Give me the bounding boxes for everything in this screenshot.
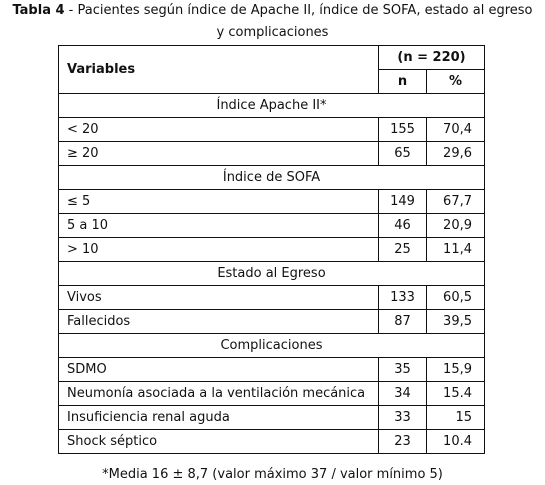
row-n: 35 [379,358,427,382]
row-n: 25 [379,238,427,262]
caption-label: Tabla 4 [12,3,65,18]
row-pct: 20,9 [427,214,485,238]
header-n: n [379,70,427,94]
table-footnote: *Media 16 ± 8,7 (valor máximo 37 / valor mínimo 5) [102,467,443,482]
section-title: Índice de SOFA [59,166,485,190]
row-label: > 10 [59,238,379,262]
row-n: 65 [379,142,427,166]
row-n: 87 [379,310,427,334]
row-label: Fallecidos [59,310,379,334]
row-n: 155 [379,118,427,142]
table-row [59,142,485,166]
row-label: Vivos [59,286,379,310]
row-label: 5 a 10 [59,214,379,238]
table-row [59,118,485,142]
row-pct: 10.4 [427,430,485,454]
table-row [59,286,485,310]
header-variables: Variables [59,46,379,94]
row-pct: 67,7 [427,190,485,214]
header-pct: % [427,70,485,94]
row-n: 23 [379,430,427,454]
row-n: 133 [379,286,427,310]
row-label: Shock séptico [59,430,379,454]
row-label: ≥ 20 [59,142,379,166]
header-total: (n = 220) [379,46,485,70]
row-n: 33 [379,406,427,430]
row-label: < 20 [59,118,379,142]
caption-line-2: y complicaciones [216,25,329,40]
table-row [59,310,485,334]
row-pct: 15 [427,406,485,430]
row-label: SDMO [59,358,379,382]
row-pct: 29,6 [427,142,485,166]
table-caption [0,0,545,44]
patients-table [58,45,485,454]
section-title: Estado al Egreso [59,262,485,286]
row-label: ≤ 5 [59,190,379,214]
section-title: Complicaciones [59,334,485,358]
row-n: 149 [379,190,427,214]
section-row [59,94,485,118]
row-pct: 70,4 [427,118,485,142]
row-pct: 15,9 [427,358,485,382]
row-label: Insuficiencia renal aguda [59,406,379,430]
table-row [59,358,485,382]
section-row [59,334,485,358]
row-pct: 11,4 [427,238,485,262]
table-body [59,46,485,454]
row-n: 34 [379,382,427,406]
section-title: Índice Apache II* [59,94,485,118]
row-pct: 15.4 [427,382,485,406]
caption-line-1 [0,0,545,22]
row-n: 46 [379,214,427,238]
row-pct: 60,5 [427,286,485,310]
section-row [59,166,485,190]
row-pct: 39,5 [427,310,485,334]
table-row [59,190,485,214]
header-row-1 [59,46,485,70]
row-label: Neumonía asociada a la ventilación mecánica [59,382,379,406]
section-row [59,262,485,286]
table-row [59,406,485,430]
caption-text: - Pacientes según índice de Apache II, índice de SOFA, estado al egreso [64,3,533,18]
table-row [59,238,485,262]
table-row [59,430,485,454]
table-row [59,214,485,238]
table-row [59,382,485,406]
